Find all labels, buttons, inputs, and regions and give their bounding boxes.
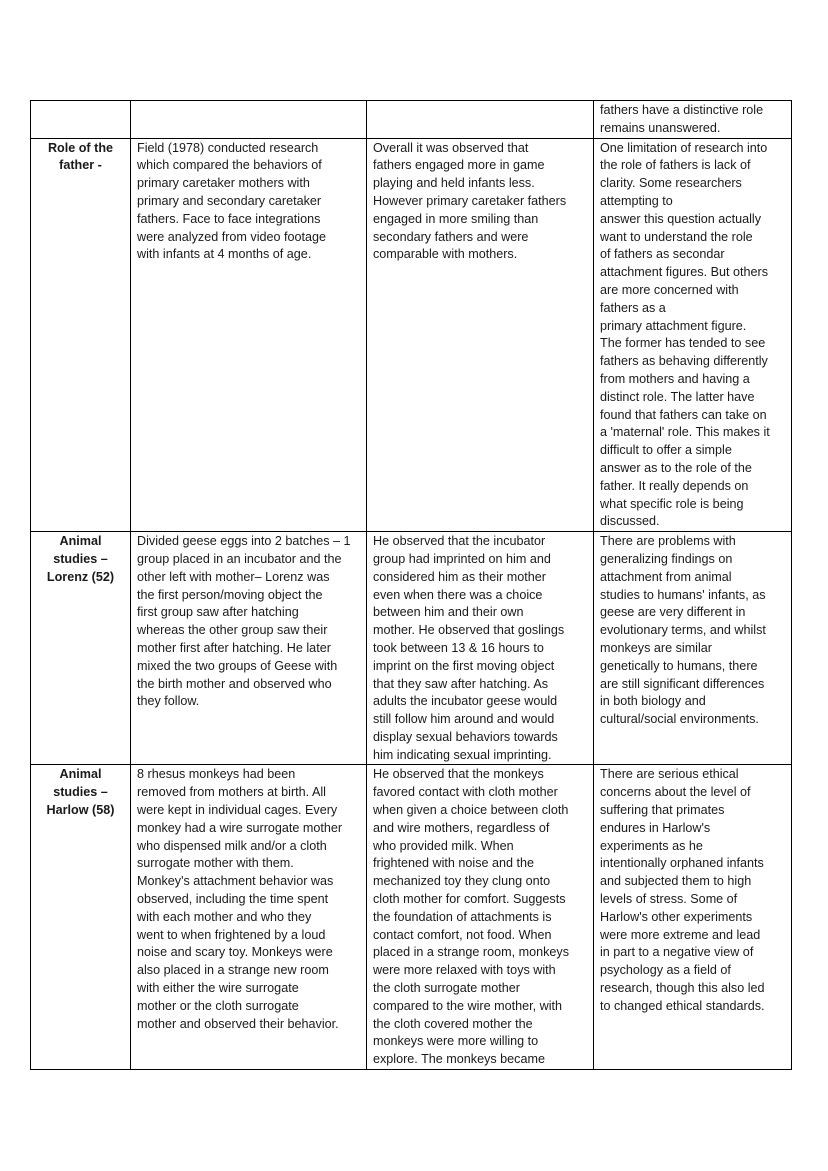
table-row	[31, 138, 792, 532]
procedure-cell: 8 rhesus monkeys had been removed from mothers at birth. All were kept in individual cages. Every monkey had a wire surrogate mother who dispensed milk and/or a cloth surrogate mother with them. Monkey's attachment behavior was observed, including the time spent with each mother and who they went to when frightened by a loud noise and scary toy. Monkeys were also placed in a strange new room with either the wire surrogate mother or the cloth surrogate mother and observed their behavior.	[131, 765, 367, 1070]
topic-cell	[31, 101, 131, 139]
topic-cell: Animal studies – Lorenz (52)	[31, 532, 131, 765]
table-row	[31, 532, 792, 765]
topic-cell: Animal studies – Harlow (58)	[31, 765, 131, 1070]
findings-cell: Overall it was observed that fathers engaged more in game playing and held infants less. However primary caretaker fathers engaged in more smiling than secondary fathers and were comparable with mothers.	[367, 138, 594, 532]
topic-cell: Role of the father -	[31, 138, 131, 532]
evaluation-cell: fathers have a distinctive role remains unanswered.	[594, 101, 792, 139]
evaluation-cell: There are serious ethical concerns about the level of suffering that primates endures in Harlow's experiments as he intentionally orphaned infants and subjected them to high levels of stress. Some of Harlow's other experiments were more extreme and lead in part to a negative view of psychology as a field of research, though this also led to changed ethical standards.	[594, 765, 792, 1070]
procedure-cell	[131, 101, 367, 139]
procedure-cell: Field (1978) conducted research which compared the behaviors of primary caretaker mothers with primary and secondary caretaker fathers. Face to face integrations were analyzed from video footage with infants at 4 months of age.	[131, 138, 367, 532]
table-row	[31, 101, 792, 139]
procedure-cell: Divided geese eggs into 2 batches – 1 group placed in an incubator and the other left with mother– Lorenz was the first person/moving object the first group saw after hatching whereas the other group saw their mother first after hatching. He later mixed the two groups of Geese with the birth mother and observed who they follow.	[131, 532, 367, 765]
evaluation-cell: One limitation of research into the role of fathers is lack of clarity. Some researchers attempting to answer this question actually want to understand the role of fathers as secondar attachment figures. But others are more concerned with fathers as a primary attachment figure. The former has tended to see fathers as behaving differently from mothers and having a distinct role. The latter have found that fathers can take on a 'maternal' role. This makes it difficult to offer a simple answer as to the role of the father. It really depends on what specific role is being discussed.	[594, 138, 792, 532]
findings-cell: He observed that the incubator group had imprinted on him and considered him as their mother even when there was a choice between him and their own mother. He observed that goslings took between 13 & 16 hours to imprint on the first moving object that they saw after hatching. As adults the incubator geese would still follow him around and would display sexual behaviors towards him indicating sexual imprinting.	[367, 532, 594, 765]
psychology-notes-table	[30, 100, 792, 1070]
evaluation-cell: There are problems with generalizing findings on attachment from animal studies to humans' infants, as geese are very different in evolutionary terms, and whilst monkeys are similar genetically to humans, there are still significant differences in both biology and cultural/social environments.	[594, 532, 792, 765]
findings-cell	[367, 101, 594, 139]
findings-cell: He observed that the monkeys favored contact with cloth mother when given a choice between cloth and wire mothers, regardless of who provided milk. When frightened with noise and the mechanized toy they clung onto cloth mother for comfort. Suggests the foundation of attachments is contact comfort, not food. When placed in a strange room, monkeys were more relaxed with toys with the cloth surrogate mother compared to the wire mother, with the cloth covered mother the monkeys were more willing to explore. The monkeys became	[367, 765, 594, 1070]
table-row	[31, 765, 792, 1070]
